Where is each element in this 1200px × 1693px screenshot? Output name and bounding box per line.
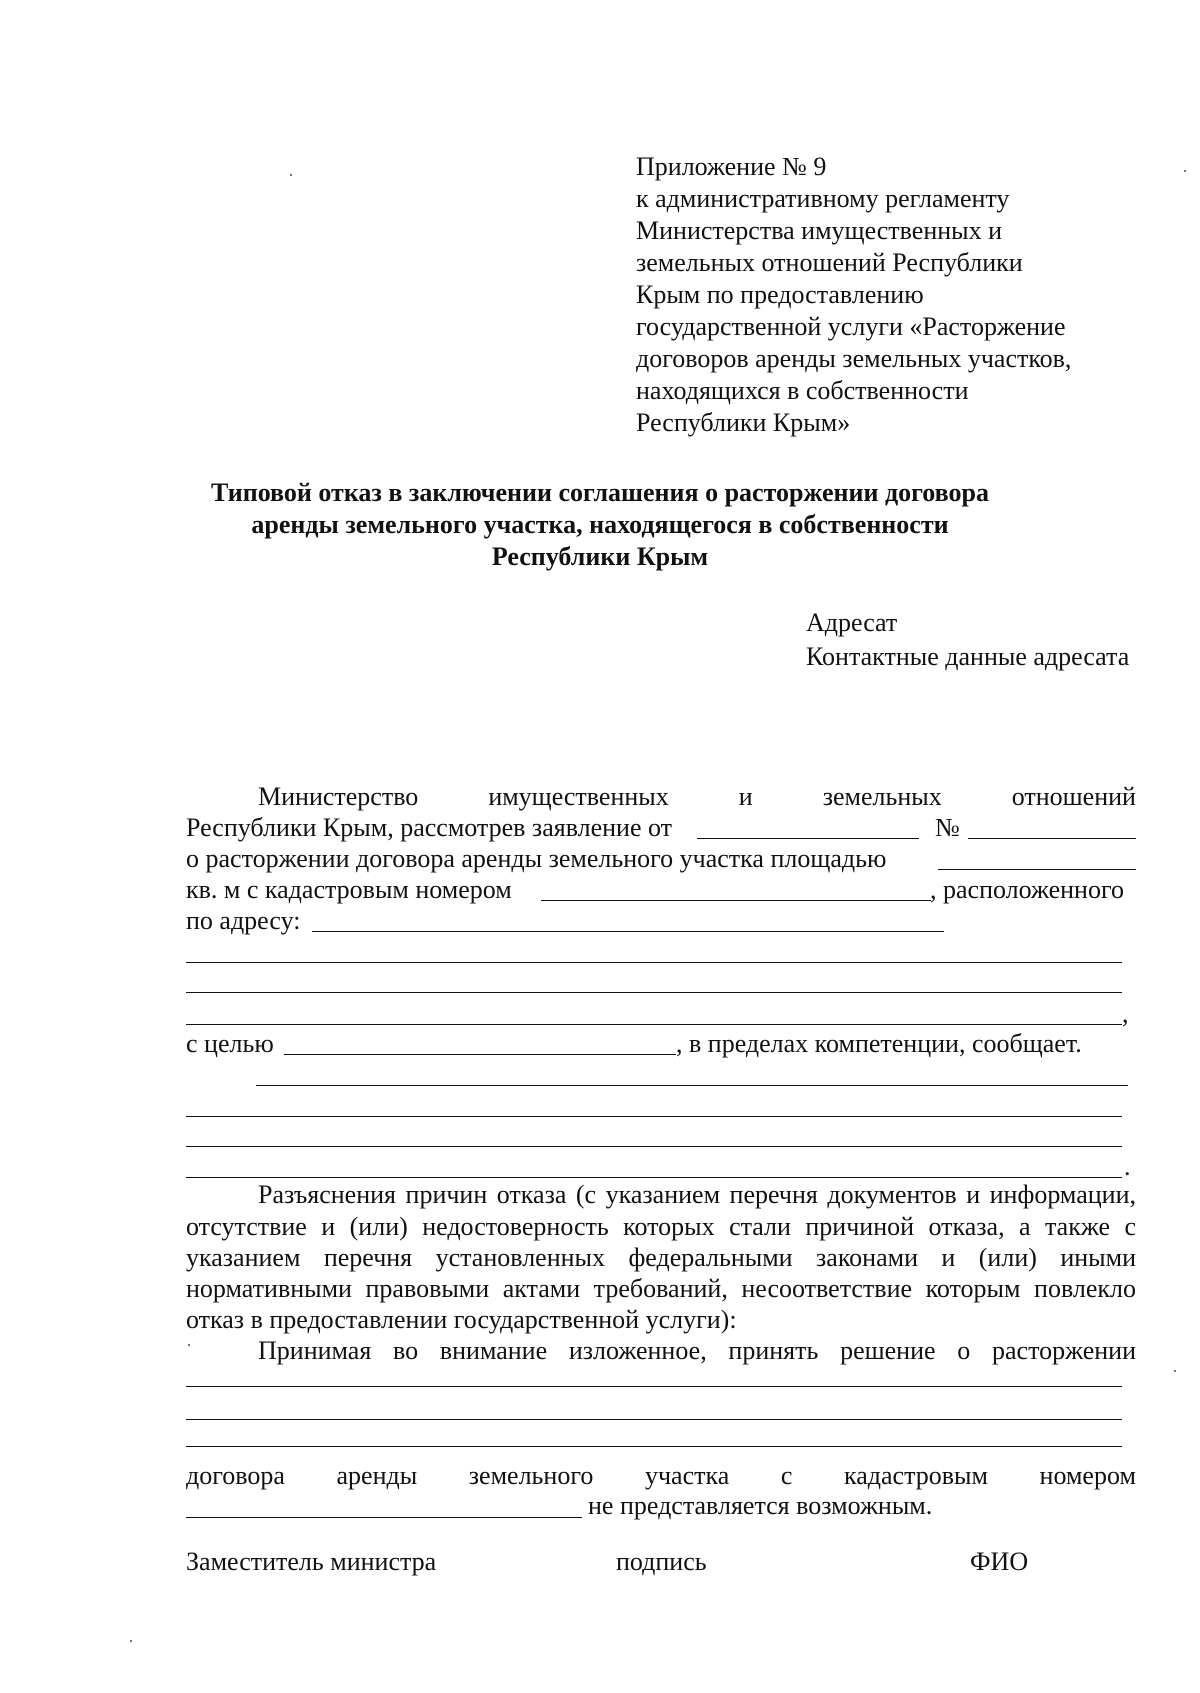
decision-line: Принимая во внимание изложенное, принять решение о расторжении bbox=[258, 1336, 1136, 1365]
address-field bbox=[186, 1024, 1122, 1025]
body-line: о расторжении договора аренды земельного участка площадью bbox=[186, 844, 887, 873]
scan-speck bbox=[1174, 1370, 1176, 1372]
explanation-line: нормативными правовыми актами требований, несоответствие которым повлекло bbox=[186, 1274, 1136, 1303]
signatory-name: ФИО bbox=[970, 1547, 1029, 1576]
scan-speck bbox=[130, 1640, 132, 1642]
appendix-line: государственной услуги «Расторжение bbox=[636, 312, 1066, 341]
body-line: , расположенного bbox=[930, 875, 1124, 904]
word: номером bbox=[1039, 1461, 1136, 1490]
info-field bbox=[186, 1177, 1122, 1178]
explanation-line: Разъяснения причин отказа (с указанием перечня документов и информации, bbox=[258, 1180, 1136, 1209]
number-sign: № bbox=[935, 813, 960, 842]
appendix-line: находящихся в собственности bbox=[636, 376, 969, 405]
body-line: , в пределах компетенции, сообщает. bbox=[676, 1029, 1082, 1058]
word: договора bbox=[186, 1461, 285, 1490]
word: и bbox=[738, 782, 753, 811]
address-field bbox=[312, 931, 944, 932]
addressee-label: Адресат bbox=[806, 608, 898, 637]
word: аренды bbox=[336, 1461, 418, 1490]
info-field bbox=[256, 1085, 1128, 1086]
address-field bbox=[186, 962, 1122, 963]
word: участка bbox=[644, 1461, 730, 1490]
body-line: кв. м с кадастровым номером bbox=[186, 875, 512, 904]
appendix-line: Республики Крым» bbox=[636, 408, 851, 437]
addressee-contacts: Контактные данные адресата bbox=[806, 642, 1130, 671]
decision-field bbox=[186, 1419, 1122, 1420]
purpose-field bbox=[284, 1054, 676, 1055]
appendix-line: Министерства имущественных и bbox=[636, 216, 1003, 245]
word: кадастровым bbox=[843, 1461, 988, 1490]
body-line: с целью bbox=[186, 1029, 274, 1058]
appendix-number: Приложение № 9 bbox=[636, 152, 827, 181]
cadastral-number-field bbox=[186, 1517, 582, 1518]
body-line: Республики Крым, рассмотрев заявление от bbox=[186, 813, 673, 842]
word: земельных bbox=[822, 782, 942, 811]
word: отношений bbox=[1011, 782, 1136, 811]
explanation-line: указанием перечня установленных федеральными законами и (или) иными bbox=[186, 1243, 1136, 1272]
cadastral-number-field bbox=[541, 900, 931, 901]
info-field bbox=[186, 1146, 1122, 1147]
address-field bbox=[186, 992, 1122, 993]
appendix-line: земельных отношений Республики bbox=[636, 248, 1023, 277]
decision-field bbox=[186, 1386, 1122, 1387]
explanation-line: отсутствие и (или) недостоверность которых стали причиной отказа, а также с bbox=[186, 1212, 1136, 1241]
title-line: аренды земельного участка, находящегося в собственности bbox=[251, 510, 949, 539]
punctuation: . bbox=[1124, 1152, 1131, 1181]
decision-field bbox=[186, 1446, 1122, 1447]
scan-speck bbox=[290, 174, 292, 176]
application-number-field bbox=[968, 838, 1136, 839]
application-date-field bbox=[697, 838, 919, 839]
word: имущественных bbox=[488, 782, 669, 811]
title-line: Республики Крым bbox=[491, 542, 709, 571]
appendix-line: Крым по предоставлению bbox=[636, 280, 924, 309]
appendix-line: к административному регламенту bbox=[636, 184, 1010, 213]
explanation-line: отказ в предоставлении государственной услуги): bbox=[186, 1305, 737, 1334]
scan-speck bbox=[188, 1344, 190, 1346]
title-line: Типовой отказ в заключении соглашения о расторжении договора bbox=[211, 478, 989, 507]
info-field bbox=[186, 1116, 1122, 1117]
word: Министерство bbox=[258, 782, 419, 811]
body-line bbox=[258, 781, 1136, 813]
signature-placeholder: подпись bbox=[616, 1547, 707, 1576]
area-field bbox=[938, 869, 1136, 870]
word: с bbox=[780, 1461, 793, 1490]
signatory-position: Заместитель министра bbox=[186, 1547, 437, 1576]
punctuation: , bbox=[1122, 999, 1129, 1028]
scan-speck bbox=[1184, 170, 1186, 172]
appendix-line: договоров аренды земельных участков, bbox=[636, 344, 1072, 373]
word: земельного bbox=[468, 1461, 594, 1490]
decision-line: не представляется возможным. bbox=[588, 1491, 933, 1520]
body-line: по адресу: bbox=[186, 906, 301, 935]
decision-line bbox=[186, 1460, 1136, 1492]
